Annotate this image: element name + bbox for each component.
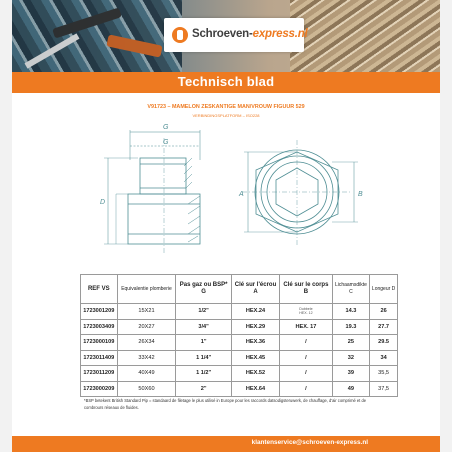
col-header-nut-key: Clé sur l'écrou A — [231, 275, 279, 304]
support-email-link[interactable]: klantenservice@schroeven-express.nl — [251, 439, 368, 446]
table-row: 1723011409 33X42 1 1/4" HEX.45 / 32 34 — [81, 350, 398, 366]
table-row: 1723003409 20X27 3/4" HEX.29 HEX. 17 19.3 27.7 — [81, 319, 398, 335]
table-row: 1723000209 50X60 2" HEX.64 / 49 37,5 — [81, 381, 398, 397]
screws-photo — [290, 0, 440, 72]
specs-table — [80, 274, 398, 397]
footer-bar — [12, 436, 440, 452]
company-logo[interactable] — [164, 18, 308, 52]
col-header-thickness: Lichaamsdikte C — [332, 275, 370, 304]
dim-d: D — [100, 199, 106, 206]
page-title: Technisch blad — [177, 74, 275, 89]
technical-drawing — [12, 118, 440, 268]
tools-photo — [12, 0, 182, 72]
bsp-footnote: *BSP betekent British Standard Pip = standaard de filetage le plus utilisé in Europe pour les raccords datsodigsteruwerk, de chauffage, d'air comprimé et de combrours réseaux de fluides. — [84, 398, 367, 410]
table-row: 1723011209 40X49 1 1/2" HEX.52 / 39 35,5 — [81, 366, 398, 382]
col-header-length: Longeur D — [370, 275, 398, 304]
screw-logo-icon — [172, 27, 188, 43]
col-header-ref: REF VS — [81, 275, 118, 304]
dim-g-top: G — [163, 124, 169, 131]
dim-g-side: G — [163, 139, 169, 146]
logo-accent: express.nl — [252, 28, 308, 40]
logo-main: Schroeven- — [192, 28, 253, 40]
header-banner — [12, 0, 440, 72]
datasheet-page — [12, 0, 440, 452]
col-header-equivalent: Equivalentie plomberie — [117, 275, 176, 304]
dim-b: B — [358, 191, 363, 198]
col-header-thread: Pas gaz ou BSP* G — [176, 275, 231, 304]
col-header-body-key: Clé sur le corps B — [280, 275, 332, 304]
product-subtitle: VERBINDINGSPLATFORM – ISO228 — [192, 113, 260, 118]
title-bar — [12, 72, 440, 93]
logo-text — [192, 28, 308, 40]
dim-a: A — [239, 191, 244, 198]
body-key-cell: Dubbele HEX. 12 — [280, 304, 332, 320]
table-row: 1723001209 15X21 1/2" HEX.24 Dubbele HEX. 12 14.3 26 — [81, 304, 398, 320]
product-title: V91723 – MAMELON ZESKANTIGE MAN/VROUW FIGUUR 529 — [147, 104, 305, 110]
table-row: 1723000109 26X34 1" HEX.36 / 25 29.5 — [81, 335, 398, 351]
table-header-row — [81, 275, 398, 304]
